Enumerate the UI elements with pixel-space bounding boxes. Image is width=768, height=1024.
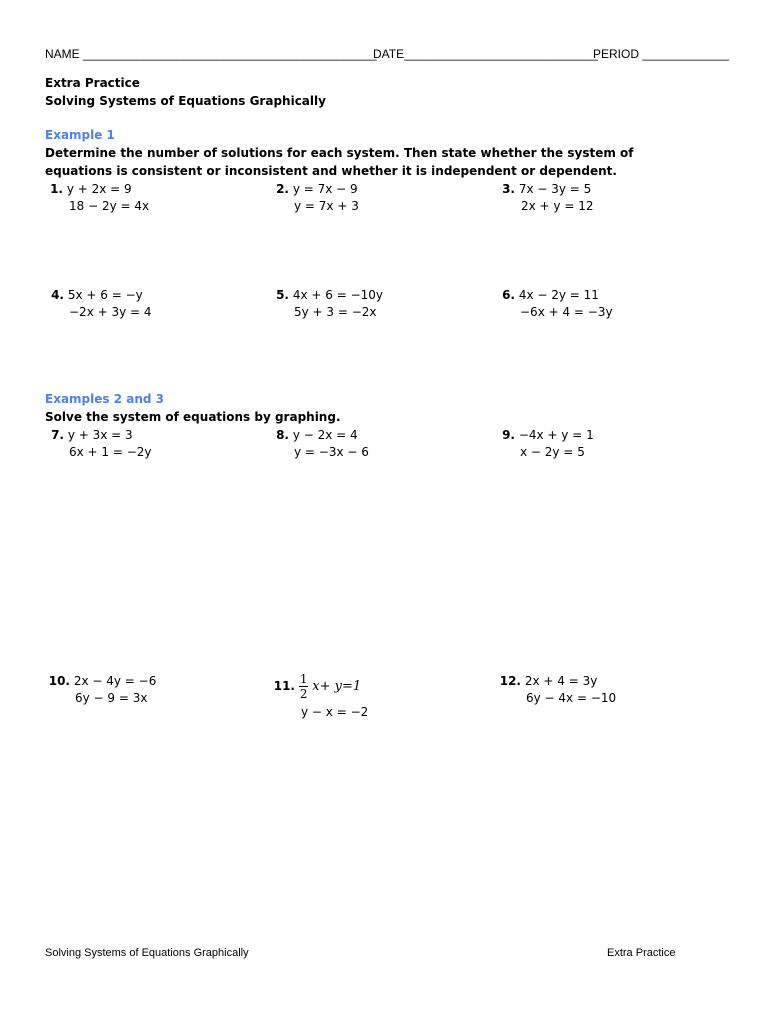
problem-5-equation-1: 4x + 6 = −10y bbox=[292, 288, 383, 302]
examples-2-3-instructions: Solve the system of equations by graphing. bbox=[45, 410, 341, 424]
problem-number: 1. bbox=[50, 182, 63, 196]
problem-8-equation-1: y − 2x = 4 bbox=[292, 428, 358, 442]
problem-3 bbox=[496, 181, 593, 215]
problem-number: 2. bbox=[276, 182, 289, 196]
problem-11-equation-1-rest: x+ y=1 bbox=[312, 679, 362, 694]
problem-number: 12. bbox=[499, 674, 521, 688]
problem-9-equation-2: x − 2y = 5 bbox=[520, 445, 585, 459]
problem-2-equation-1: y = 7x − 9 bbox=[292, 182, 358, 196]
problem-number: 8. bbox=[276, 428, 289, 442]
problem-8 bbox=[270, 427, 369, 461]
problem-3-equation-2: 2x + y = 12 bbox=[521, 199, 594, 213]
fraction-numerator: 1 bbox=[299, 672, 308, 686]
problem-number: 11. bbox=[273, 679, 295, 693]
problem-10 bbox=[45, 673, 156, 707]
problem-6 bbox=[496, 287, 613, 321]
problem-8-equation-2: y = −3x − 6 bbox=[294, 445, 369, 459]
problem-number: 3. bbox=[502, 182, 515, 196]
footer-left: Solving Systems of Equations Graphically bbox=[45, 947, 249, 959]
problem-5 bbox=[270, 287, 383, 321]
problem-9 bbox=[496, 427, 594, 461]
problem-10-equation-1: 2x − 4y = −6 bbox=[73, 674, 157, 688]
problem-2 bbox=[270, 181, 359, 215]
fraction-one-half bbox=[299, 672, 309, 701]
problem-1-equation-2: 18 − 2y = 4x bbox=[69, 199, 150, 213]
example-1-instructions-line-1: Determine the number of solutions for each system. Then state whether the system of bbox=[45, 146, 634, 160]
problem-4-equation-1: 5x + 6 = −y bbox=[67, 288, 143, 302]
problem-number: 9. bbox=[502, 428, 515, 442]
problem-number: 7. bbox=[51, 428, 64, 442]
problem-12-equation-1: 2x + 4 = 3y bbox=[524, 674, 598, 688]
problem-7-equation-1: y + 3x = 3 bbox=[67, 428, 133, 442]
date-field-label: DATE_____________________________ bbox=[373, 47, 598, 61]
problem-7-equation-2: 6x + 1 = −2y bbox=[69, 445, 152, 459]
problem-1 bbox=[45, 181, 149, 215]
problem-number: 10. bbox=[48, 674, 70, 688]
problem-1-equation-1: y + 2x = 9 bbox=[66, 182, 132, 196]
problem-number: 6. bbox=[502, 288, 515, 302]
name-field-label: NAME ____________________________________________ bbox=[45, 47, 377, 61]
problem-11 bbox=[270, 672, 368, 721]
problem-7 bbox=[45, 427, 152, 461]
problem-number: 4. bbox=[51, 288, 64, 302]
problem-2-equation-2: y = 7x + 3 bbox=[294, 199, 359, 213]
problem-6-equation-1: 4x − 2y = 11 bbox=[518, 288, 599, 302]
problem-10-equation-2: 6y − 9 = 3x bbox=[75, 691, 148, 705]
problem-number: 5. bbox=[276, 288, 289, 302]
problem-12 bbox=[496, 673, 616, 707]
problem-4-equation-2: −2x + 3y = 4 bbox=[69, 305, 152, 319]
period-field-label: PERIOD _____________ bbox=[593, 47, 730, 61]
footer-right: Extra Practice bbox=[607, 947, 676, 959]
worksheet-topic-title: Solving Systems of Equations Graphically bbox=[45, 94, 326, 108]
problem-6-equation-2: −6x + 4 = −3y bbox=[520, 305, 613, 319]
problem-4 bbox=[45, 287, 152, 321]
fraction-denominator: 2 bbox=[299, 687, 308, 701]
example-1-heading: Example 1 bbox=[45, 128, 115, 142]
problem-12-equation-2: 6y − 4x = −10 bbox=[526, 691, 617, 705]
problem-5-equation-2: 5y + 3 = −2x bbox=[294, 305, 377, 319]
worksheet-type-title: Extra Practice bbox=[45, 76, 140, 90]
examples-2-3-heading: Examples 2 and 3 bbox=[45, 392, 164, 406]
problem-3-equation-1: 7x − 3y = 5 bbox=[518, 182, 592, 196]
example-1-instructions-line-2: equations is consistent or inconsistent and whether it is independent or dependent. bbox=[45, 164, 617, 178]
problem-11-equation-2: y − x = −2 bbox=[301, 705, 369, 719]
problem-9-equation-1: −4x + y = 1 bbox=[518, 428, 594, 442]
